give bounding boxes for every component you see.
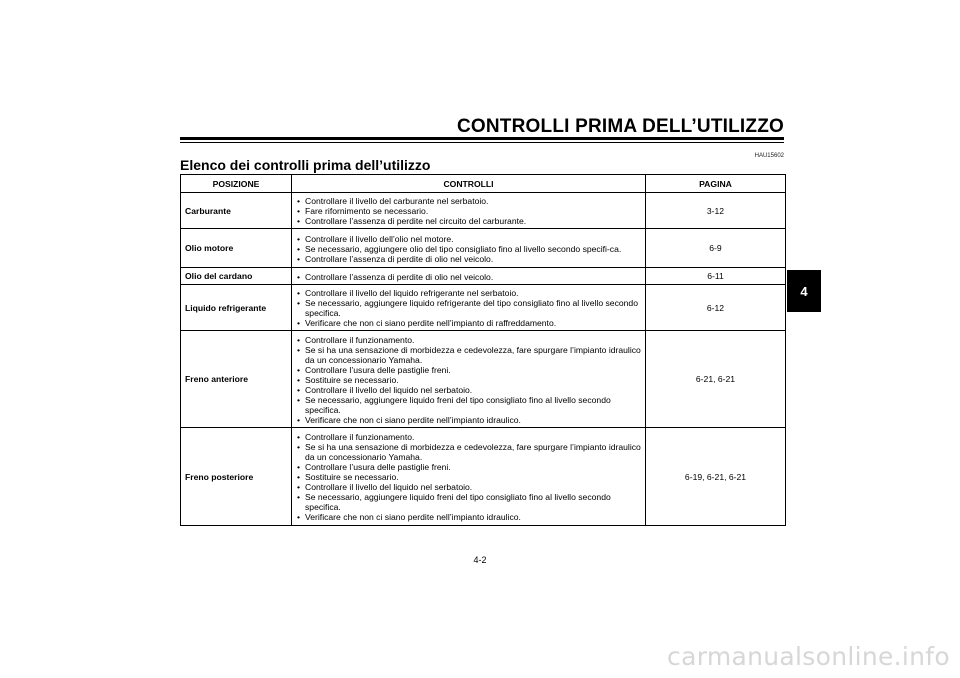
position-cell: Freno anteriore — [181, 331, 292, 428]
controls-list — [297, 234, 641, 264]
controls-cell — [292, 285, 646, 331]
list-item — [297, 345, 641, 365]
bullet-icon: • — [297, 288, 301, 298]
page-cell: 6-9 — [646, 229, 786, 268]
list-item — [297, 395, 641, 415]
page-number: 4-2 — [473, 555, 487, 565]
bullet-icon: • — [297, 253, 301, 264]
page-cell: 3-12 — [646, 193, 786, 229]
column-header-controls: CONTROLLI — [292, 175, 646, 193]
bullet-icon: • — [297, 394, 301, 405]
control-text: Sostituire se necessario. — [305, 374, 399, 385]
position-cell: Olio motore — [181, 229, 292, 268]
list-item — [297, 206, 641, 216]
list-item — [297, 385, 641, 395]
control-text: Controllare l’assenza di perdite di olio nel veicolo. — [305, 271, 494, 282]
bullet-icon: • — [297, 271, 301, 282]
column-header-page: PAGINA — [646, 175, 786, 193]
section-title: Elenco dei controlli prima dell’utilizzo — [180, 157, 431, 173]
control-text: Controllare il livello del carburante nel serbatoio. — [305, 196, 489, 206]
bullet-icon: • — [297, 384, 301, 395]
bullet-icon: • — [297, 206, 301, 216]
controls-list — [297, 288, 641, 328]
list-item — [297, 335, 641, 345]
chapter-tab-label: 4 — [800, 283, 808, 299]
bullet-icon: • — [297, 298, 301, 308]
header-rule-thick — [180, 137, 784, 140]
page-cell: 6-21, 6-21 — [646, 331, 786, 428]
list-item — [297, 272, 641, 282]
control-text: Se necessario, aggiungere liquido freni del tipo consigliato fino al livello secondo specifica. — [305, 492, 611, 512]
control-text: Controllare l’usura delle pastiglie freni. — [305, 462, 451, 472]
bullet-icon: • — [297, 462, 301, 472]
position-cell: Olio del cardano — [181, 268, 292, 285]
list-item — [297, 196, 641, 206]
control-text: Sostituire se necessario. — [305, 472, 399, 482]
column-header-position: POSIZIONE — [181, 175, 292, 193]
bullet-icon: • — [297, 472, 301, 482]
control-text: Controllare il funzionamento. — [305, 432, 415, 442]
list-item — [297, 298, 641, 318]
table-row — [181, 229, 786, 268]
table-body — [181, 193, 786, 526]
bullet-icon: • — [297, 374, 301, 385]
list-item — [297, 318, 641, 328]
page-cell: 6-19, 6-21, 6-21 — [646, 428, 786, 526]
list-item — [297, 462, 641, 472]
position-cell: Carburante — [181, 193, 292, 229]
list-item — [297, 244, 641, 254]
control-text: Controllare il livello del liquido nel serbatoio. — [305, 384, 473, 395]
list-item — [297, 216, 641, 226]
header-rule-thin — [180, 142, 784, 143]
control-text: Se si ha una sensazione di morbidezza e cedevolezza, fare spurgare l’impianto idraulico da un concessionario Yamaha. — [305, 442, 641, 462]
bullet-icon: • — [297, 512, 301, 522]
control-text: Controllare il livello del liquido nel serbatoio. — [305, 482, 473, 492]
control-text: Controllare il funzionamento. — [305, 334, 415, 345]
checks-table — [180, 174, 786, 526]
bullet-icon: • — [297, 492, 301, 502]
bullet-icon: • — [297, 233, 301, 244]
control-text: Se necessario, aggiungere liquido refrigerante del tipo consigliato fino al livello secondo specifica. — [305, 298, 638, 318]
bullet-icon: • — [297, 414, 301, 425]
controls-list — [297, 335, 641, 425]
chapter-title: CONTROLLI PRIMA DELL’UTILIZZO — [456, 116, 784, 137]
list-item — [297, 472, 641, 482]
bullet-icon: • — [297, 318, 301, 328]
bullet-icon: • — [297, 334, 301, 345]
controls-list — [297, 432, 641, 522]
list-item — [297, 415, 641, 425]
table-row — [181, 268, 786, 285]
bullet-icon: • — [297, 243, 301, 254]
list-item — [297, 512, 641, 522]
table-row — [181, 331, 786, 428]
chapter-tab — [787, 270, 821, 312]
control-text: Verificare che non ci siano perdite nell’impianto idraulico. — [305, 414, 521, 425]
control-text: Controllare il livello del liquido refrigerante nel serbatoio. — [305, 288, 519, 298]
list-item — [297, 375, 641, 385]
bullet-icon: • — [297, 432, 301, 442]
list-item — [297, 234, 641, 244]
control-text: Se si ha una sensazione di morbidezza e cedevolezza, fare spurgare l’impianto idraulico da un concessionario Yamaha. — [305, 344, 641, 365]
page-cell: 6-11 — [646, 268, 786, 285]
table-header-row — [181, 175, 786, 193]
controls-cell — [292, 268, 646, 285]
bullet-icon: • — [297, 482, 301, 492]
control-text: Controllare l’assenza di perdite di olio nel veicolo. — [305, 253, 494, 264]
table-row — [181, 193, 786, 229]
control-text: Verificare che non ci siano perdite nell’impianto di raffreddamento. — [305, 318, 557, 328]
list-item — [297, 288, 641, 298]
control-text: Verificare che non ci siano perdite nell’impianto idraulico. — [305, 512, 521, 522]
bullet-icon: • — [297, 442, 301, 452]
controls-cell — [292, 331, 646, 428]
position-cell: Liquido refrigerante — [181, 285, 292, 331]
list-item — [297, 482, 641, 492]
reference-code: HAU15602 — [754, 153, 784, 159]
control-text: Se necessario, aggiungere olio del tipo consigliato fino al livello secondo specifi-ca. — [305, 243, 622, 254]
controls-cell — [292, 229, 646, 268]
list-item — [297, 365, 641, 375]
control-text: Se necessario, aggiungere liquido freni del tipo consigliato fino al livello secondo specifica. — [305, 394, 611, 415]
table-row — [181, 428, 786, 526]
list-item — [297, 492, 641, 512]
bullet-icon: • — [297, 364, 301, 375]
control-text: Controllare il livello dell’olio nel motore. — [305, 233, 454, 244]
controls-cell — [292, 428, 646, 526]
controls-list — [297, 272, 641, 282]
bullet-icon: • — [297, 344, 301, 355]
controls-list — [297, 196, 641, 226]
position-cell: Freno posteriore — [181, 428, 292, 526]
control-text: Controllare l’assenza di perdite nel circuito del carburante. — [305, 216, 527, 226]
control-text: Controllare l’usura delle pastiglie freni. — [305, 364, 451, 375]
list-item — [297, 442, 641, 462]
controls-cell — [292, 193, 646, 229]
bullet-icon: • — [297, 216, 301, 226]
table-row — [181, 285, 786, 331]
watermark: carmanualsonline.info — [667, 642, 950, 671]
page-cell: 6-12 — [646, 285, 786, 331]
list-item — [297, 432, 641, 442]
list-item — [297, 254, 641, 264]
control-text: Fare rifornimento se necessario. — [305, 206, 429, 216]
bullet-icon: • — [297, 196, 301, 206]
